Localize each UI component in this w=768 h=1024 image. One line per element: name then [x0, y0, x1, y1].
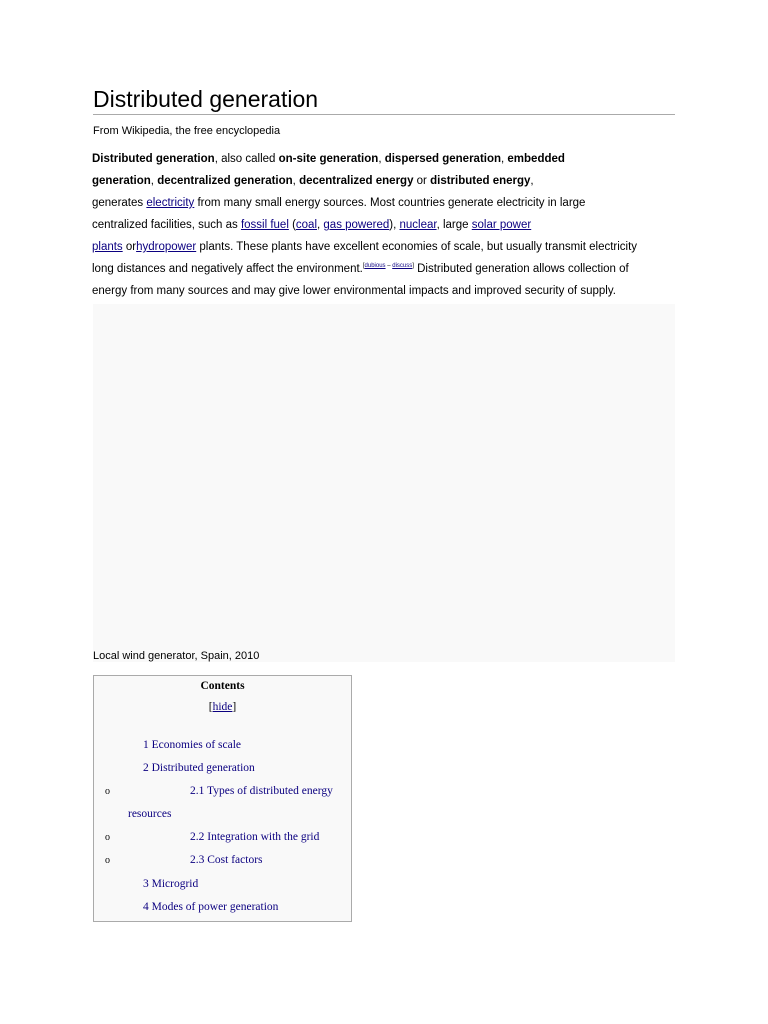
toc-item-distributed-generation[interactable]: 2 Distributed generation [143, 762, 255, 774]
text-run: , [501, 153, 508, 165]
link-nuclear[interactable]: nuclear [399, 219, 437, 231]
cite-bracket: [ [362, 263, 365, 270]
text-run: , [530, 175, 534, 187]
intro-line [92, 148, 678, 170]
bullet-icon: o [105, 855, 110, 866]
toc-item-microgrid[interactable]: 3 Microgrid [143, 878, 199, 890]
intro-line [92, 258, 678, 280]
link-dubious[interactable]: dubious [364, 263, 386, 270]
bold-term: distributed energy [430, 175, 531, 187]
image-caption: Local wind generator, Spain, 2010 [93, 650, 260, 662]
intro-paragraph [92, 148, 678, 302]
bold-term: on-site generation [278, 153, 379, 165]
link-fossil-fuel[interactable]: fossil fuel [240, 219, 289, 231]
link-discuss[interactable]: discuss [392, 263, 413, 270]
toc-title: Contents [200, 680, 245, 692]
toc-item-grid-integration[interactable]: 2.2 Integration with the grid [190, 831, 320, 843]
intro-line [92, 192, 678, 214]
text-run: from many small energy sources. Most countries generate electricity in large [194, 197, 586, 209]
toc-item-types-of-der-continued[interactable]: resources [128, 808, 172, 820]
text-run: or [413, 175, 431, 187]
text-run: , large [436, 219, 472, 231]
text-run: energy from many sources and may give lower environmental impacts and improved security of supply. [92, 285, 616, 297]
text-run: , [378, 153, 385, 165]
toc-item-economies-of-scale[interactable]: 1 Economies of scale [143, 739, 242, 751]
link-gas-powered[interactable]: gas powered [323, 219, 390, 231]
intro-line [92, 236, 678, 258]
bullet-icon: o [105, 832, 110, 843]
link-solar-power-plants[interactable]: plants [92, 241, 123, 253]
bold-term: embedded [507, 153, 565, 165]
link-electricity[interactable]: electricity [146, 197, 195, 209]
bold-term: generation [92, 175, 151, 187]
cite-separator: – [385, 263, 393, 270]
toc-item-types-of-der[interactable]: 2.1 Types of distributed energy [190, 785, 333, 797]
toc-item-cost-factors[interactable]: 2.3 Cost factors [190, 854, 263, 866]
site-tagline: From Wikipedia, the free encyclopedia [93, 125, 281, 137]
text-run: generates [92, 197, 147, 209]
cite-bracket: ] [412, 263, 414, 270]
bullet-icon: o [105, 786, 110, 797]
text-run: Distributed generation allows collection of [413, 263, 629, 275]
bold-term: decentralized generation [157, 175, 293, 187]
intro-line [92, 214, 678, 236]
toc-hide-toggle [94, 701, 351, 713]
bold-term: decentralized energy [299, 175, 414, 187]
table-of-contents [93, 675, 352, 922]
link-hydropower[interactable]: hydropower [136, 241, 197, 253]
dubious-citation [363, 263, 414, 269]
text-run: , [292, 175, 300, 187]
intro-line [92, 170, 678, 192]
text-run: centralized facilities, such as [92, 219, 241, 231]
text-run: long distances and negatively affect the environment. [92, 263, 363, 275]
wind-generator-image [93, 304, 675, 662]
toc-bracket: [ [208, 701, 213, 713]
toc-hide-link[interactable]: hide [212, 701, 233, 713]
link-coal[interactable]: coal [295, 219, 318, 231]
text-run: , [150, 175, 158, 187]
text-run: , [317, 219, 324, 231]
bold-term: Distributed generation [92, 153, 215, 165]
bold-term: dispersed generation [384, 153, 502, 165]
text-run: ), [389, 219, 400, 231]
toc-bracket: ] [232, 701, 237, 713]
intro-line [92, 280, 678, 302]
page-title: Distributed generation [93, 86, 319, 112]
text-run: ( [288, 219, 296, 231]
text-run: or [122, 241, 137, 253]
text-run: , also called [214, 153, 279, 165]
toc-item-modes-of-power-generation[interactable]: 4 Modes of power generation [143, 901, 279, 913]
text-run: plants. These plants have excellent economies of scale, but usually transmit electricity [196, 241, 638, 253]
title-divider [93, 114, 675, 115]
link-solar-power[interactable]: solar power [471, 219, 532, 231]
